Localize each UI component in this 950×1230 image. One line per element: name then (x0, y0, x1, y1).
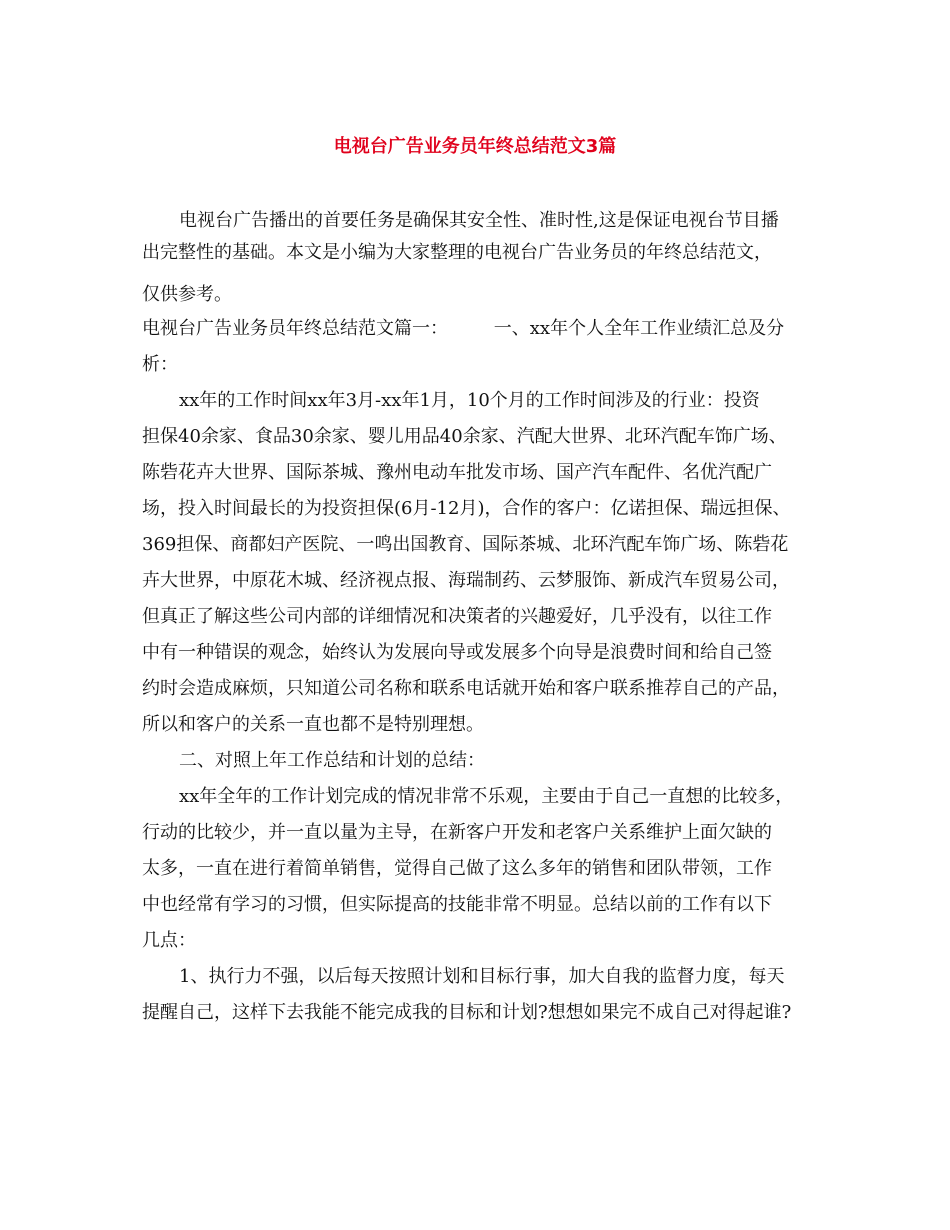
text-line: 但真正了解这些公司内部的详细情况和决策者的兴趣爱好，几乎没有，以往工作 (142, 606, 772, 627)
text-line: 担保40余家、食品30余家、婴儿用品40余家、汽配大世界、北环汽配车饰广场、 (142, 426, 787, 447)
text-line: 仅供参考。 (142, 284, 232, 305)
text-line: 中也经常有学习的习惯，但实际提高的技能非常不明显。总结以前的工作有以下 (142, 894, 772, 915)
text-line: 所以和客户的关系一直也都不是特别理想。 (142, 714, 484, 735)
text-line: 二、对照上年工作总结和计划的总结： (179, 750, 485, 771)
text-line: 出完整性的基础。本文是小编为大家整理的电视台广告业务员的年终总结范文， (142, 242, 772, 263)
text-line: 太多，一直在进行着简单销售，觉得自己做了这么多年的销售和团队带领，工作 (142, 858, 772, 879)
text-line: 1、执行力不强，以后每天按照计划和目标行事，加大自我的监督力度，每天 (179, 966, 785, 987)
text-line: 369担保、商都妇产医院、一鸣出国教育、国际茶城、北环汽配车饰广场、陈砦花 (142, 534, 789, 555)
text-line: 卉大世界，中原花木城、经济视点报、海瑞制药、云梦服饰、新成汽车贸易公司， (142, 570, 790, 591)
text-line: 电视台广告播出的首要任务是确保其安全性、准时性,这是保证电视台节目播 (179, 210, 779, 231)
text-line: 场，投入时间最长的为投资担保(6月-12月)，合作的客户：亿诺担保、瑞远担保、 (142, 498, 791, 519)
text-line: 提醒自己，这样下去我能不能完成我的目标和计划?想想如果完不成自己对得起谁? (142, 1002, 792, 1023)
text-line: 析： (142, 354, 178, 375)
text-line: 中有一种错误的观念，始终认为发展向导或发展多个向导是浪费时间和给自己签 (142, 642, 772, 663)
document-title: 电视台广告业务员年终总结范文3篇 (333, 136, 617, 157)
text-line: 陈砦花卉大世界、国际茶城、豫州电动车批发市场、国产汽车配件、名优汽配广 (142, 462, 772, 483)
text-line: xx年的工作时间xx年3月-xx年1月，10个月的工作时间涉及的行业：投资 (179, 390, 760, 411)
text-line: 电视台广告业务员年终总结范文篇一： 一、xx年个人全年工作业绩汇总及分 (142, 318, 785, 339)
text-line: xx年全年的工作计划完成的情况非常不乐观，主要由于自己一直想的比较多， (179, 786, 794, 807)
text-line: 约时会造成麻烦，只知道公司名称和联系电话就开始和客户联系推荐自己的产品， (142, 678, 790, 699)
text-line: 几点： (142, 930, 196, 951)
text-line: 行动的比较少，并一直以量为主导，在新客户开发和老客户关系维护上面欠缺的 (142, 822, 772, 843)
